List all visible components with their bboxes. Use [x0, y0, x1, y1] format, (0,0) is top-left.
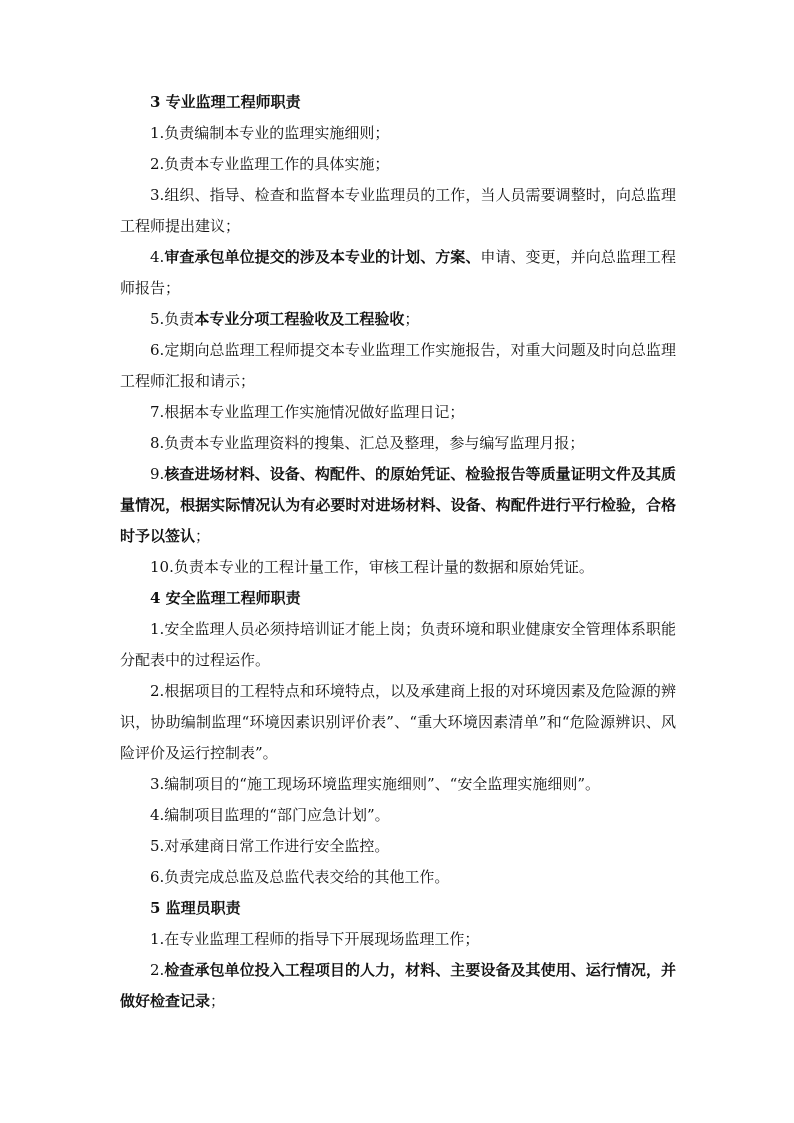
item-text: ； [404, 310, 420, 328]
duty-item-3-4 [120, 242, 676, 304]
duty-item-3-6: 6.定期向总监理工程师提交本专业监理工作实施报告，对重大问题及时向总监理工程师汇报和请示； [120, 341, 676, 390]
bold-text: 审查承包单位提交的涉及本专业的计划、方案、 [164, 248, 481, 266]
duty-item-4-4: 4.编制项目监理的“部门应急计划”。 [150, 806, 390, 824]
item-text: ； [210, 992, 226, 1010]
section-heading-5: 5 监理员职责 [150, 899, 241, 917]
duty-item-3-1: 1.负责编制本专业的监理实施细则； [150, 124, 390, 142]
item-text: ； [195, 527, 211, 545]
duty-item-3-7: 7.根据本专业监理工作实施情况做好监理日记； [150, 403, 465, 421]
item-number: 5.负责 [150, 310, 195, 328]
duty-item-4-5: 5.对承建商日常工作进行安全监控。 [150, 837, 390, 855]
duty-item-3-9 [120, 459, 676, 552]
bold-text: 本专业分项工程验收及工程验收 [194, 310, 405, 328]
duty-item-5-2 [120, 955, 676, 1017]
duty-item-3-8: 8.负责本专业监理资料的搜集、汇总及整理，参与编写监理月报； [150, 434, 585, 452]
duty-item-3-10: 10.负责本专业的工程计量工作，审核工程计量的数据和原始凭证。 [150, 558, 594, 576]
duty-item-4-3: 3.编制项目的“施工现场环境监理实施细则”、“安全监理实施细则”。 [150, 775, 600, 793]
duty-item-5-1: 1.在专业监理工程师的指导下开展现场监理工作； [150, 930, 480, 948]
duty-item-4-1: 1.安全监理人员必须持培训证才能上岗；负责环境和职业健康安全管理体系职能分配表中的过程运作。 [120, 620, 676, 669]
duty-item-4-2: 2.根据项目的工程特点和环境特点，以及承建商上报的对环境因素及危险源的辨识，协助编制监理“环境因素识别评价表”、“重大环境因素清单”和“危险源辨识、风险评价及运行控制表”。 [120, 682, 676, 762]
duty-item-3-5 [120, 304, 676, 335]
duty-item-4-6: 6.负责完成总监及总监代表交给的其他工作。 [150, 868, 450, 886]
item-text: 申请、变更，并向总监理工程师报告； [120, 248, 676, 297]
bold-text: 检查承包单位投入工程项目的人力，材料、主要设备及其使用、运行情况，并做好检查记录 [120, 961, 676, 1010]
section-heading-4: 4 安全监理工程师职责 [150, 589, 301, 607]
document-page [120, 87, 676, 1017]
bold-text: 核查进场材料、设备、构配件、的原始凭证、检验报告等质量证明文件及其质量情况，根据实际情况认为有必要时对进场材料、设备、构配件进行平行检验，合格时予以签认 [120, 465, 676, 545]
section-heading-3: 3 专业监理工程师职责 [150, 93, 301, 111]
item-number: 4. [150, 248, 165, 266]
item-number: 9. [150, 465, 165, 483]
duty-item-3-3: 3.组织、指导、检查和监督本专业监理员的工作，当人员需要调整时，向总监理工程师提出建议； [120, 186, 676, 235]
item-number: 2. [150, 961, 165, 979]
duty-item-3-2: 2.负责本专业监理工作的具体实施； [150, 155, 390, 173]
